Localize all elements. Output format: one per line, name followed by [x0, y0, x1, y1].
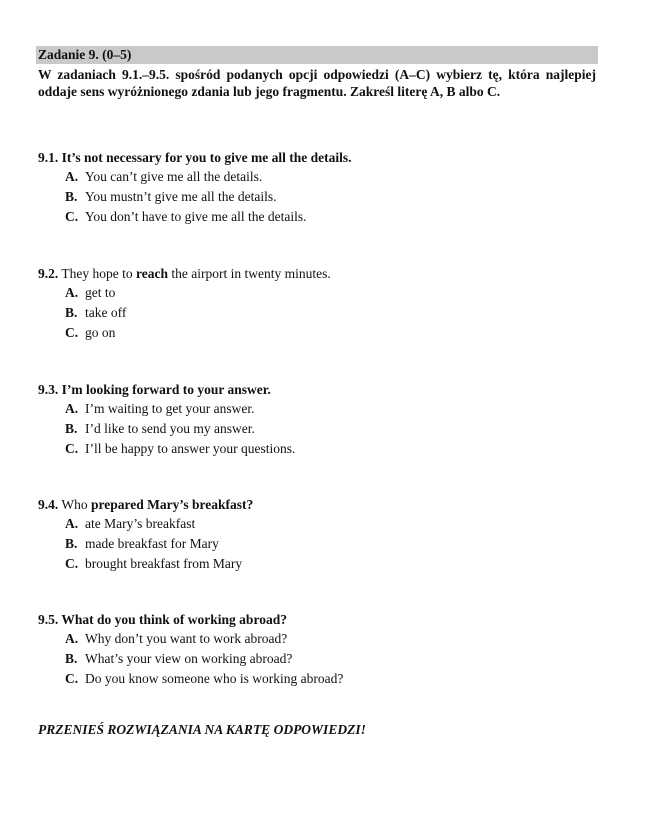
- option-text: ate Mary’s breakfast: [85, 516, 196, 531]
- question-stem: [38, 495, 598, 514]
- option-b[interactable]: [38, 534, 598, 554]
- option-text: get to: [85, 285, 116, 300]
- option-letter: A.: [65, 401, 79, 416]
- question-stem: [38, 610, 598, 629]
- question-text-pre: They hope to: [61, 266, 136, 281]
- option-a[interactable]: [38, 514, 598, 534]
- option-b[interactable]: [38, 303, 598, 323]
- question-text-bold: What do you think of working abroad?: [61, 612, 287, 627]
- option-b[interactable]: [38, 649, 598, 669]
- option-letter: B.: [65, 651, 78, 666]
- question-text-bold: reach: [136, 266, 168, 281]
- option-text: What’s your view on working abroad?: [85, 651, 293, 666]
- option-text: made breakfast for Mary: [85, 536, 219, 551]
- option-letter: C.: [65, 325, 79, 340]
- option-text: You can’t give me all the details.: [85, 169, 263, 184]
- question-text-bold: I’m looking forward to your answer.: [61, 382, 271, 397]
- question-text-bold: It’s not necessary for you to give me all the details.: [61, 150, 352, 165]
- question-number: 9.5.: [38, 612, 59, 627]
- question-stem: [38, 264, 598, 283]
- option-a[interactable]: [38, 167, 598, 187]
- question-9-2: [38, 264, 598, 343]
- option-letter: B.: [65, 305, 78, 320]
- option-letter: B.: [65, 189, 78, 204]
- option-text: I’ll be happy to answer your questions.: [85, 441, 296, 456]
- option-a[interactable]: [38, 283, 598, 303]
- question-9-4: [38, 495, 598, 574]
- task-title: Zadanie 9. (0–5): [38, 47, 132, 62]
- question-number: 9.1.: [38, 150, 59, 165]
- option-text: You don’t have to give me all the details.: [85, 209, 307, 224]
- option-letter: C.: [65, 441, 79, 456]
- question-text-pre: Who: [61, 497, 92, 512]
- option-text: You mustn’t give me all the details.: [85, 189, 277, 204]
- option-a[interactable]: [38, 399, 598, 419]
- option-letter: C.: [65, 209, 79, 224]
- question-number: 9.3.: [38, 382, 59, 397]
- question-9-5: [38, 610, 598, 689]
- option-letter: A.: [65, 169, 79, 184]
- option-c[interactable]: [38, 554, 598, 574]
- question-stem: [38, 380, 598, 399]
- option-text: I’d like to send you my answer.: [85, 421, 255, 436]
- option-text: Do you know someone who is working abroad?: [85, 671, 344, 686]
- question-stem: [38, 148, 598, 167]
- question-text-bold: prepared Mary’s breakfast?: [91, 497, 254, 512]
- option-letter: A.: [65, 516, 79, 531]
- option-letter: A.: [65, 285, 79, 300]
- option-text: brought breakfast from Mary: [85, 556, 243, 571]
- option-a[interactable]: [38, 629, 598, 649]
- question-9-3: [38, 380, 598, 459]
- option-letter: C.: [65, 556, 79, 571]
- option-text: I’m waiting to get your answer.: [85, 401, 255, 416]
- option-b[interactable]: [38, 419, 598, 439]
- question-9-1: [38, 148, 598, 227]
- option-letter: A.: [65, 631, 79, 646]
- option-c[interactable]: [38, 669, 598, 689]
- question-text-post: the airport in twenty minutes.: [168, 266, 331, 281]
- option-b[interactable]: [38, 187, 598, 207]
- transfer-answers-note: PRZENIEŚ ROZWIĄZANIA NA KARTĘ ODPOWIEDZI!: [38, 722, 366, 737]
- question-number: 9.2.: [38, 266, 59, 281]
- option-text: Why don’t you want to work abroad?: [85, 631, 288, 646]
- option-letter: B.: [65, 536, 78, 551]
- task-instruction: W zadaniach 9.1.–9.5. spośród podanych opcji odpowiedzi (A–C) wybierz tę, która najlepiej oddaje sens wyróżnionego zdania lub jego fragmentu. Zakreśl literę A, B albo C.: [38, 67, 596, 99]
- option-letter: C.: [65, 671, 79, 686]
- question-number: 9.4.: [38, 497, 59, 512]
- option-c[interactable]: [38, 439, 598, 459]
- option-text: go on: [85, 325, 116, 340]
- option-text: take off: [85, 305, 127, 320]
- option-letter: B.: [65, 421, 78, 436]
- option-c[interactable]: [38, 207, 598, 227]
- option-c[interactable]: [38, 323, 598, 343]
